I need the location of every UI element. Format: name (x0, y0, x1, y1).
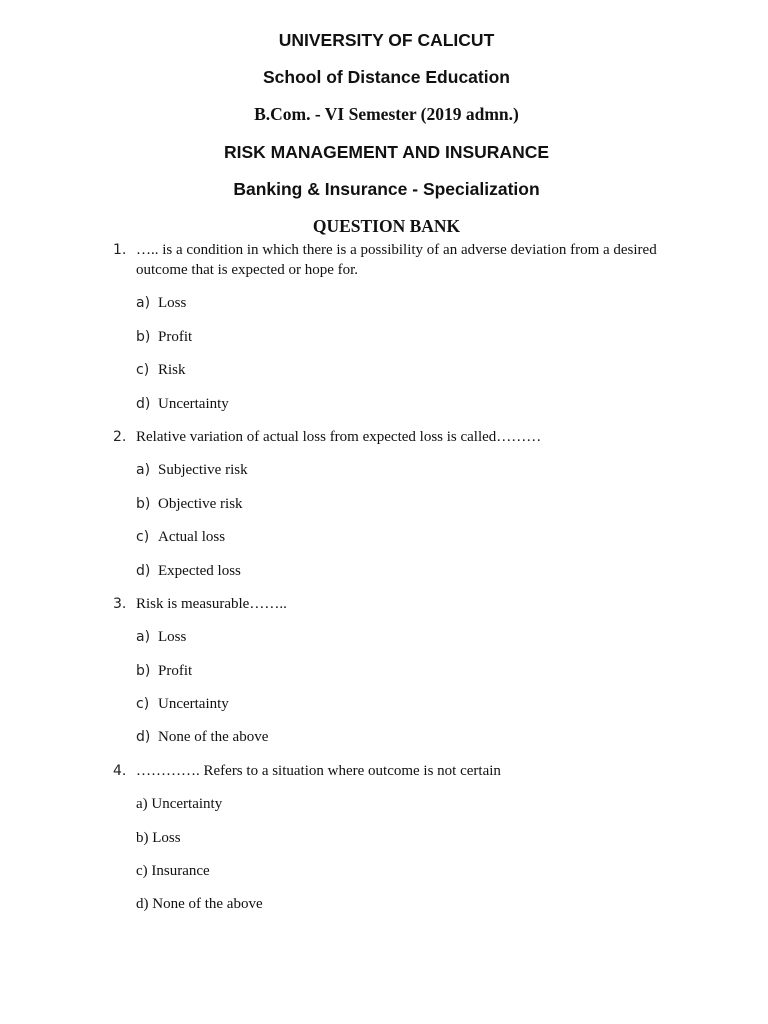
option-text: Profit (158, 328, 193, 345)
course-semester: B.Com. - VI Semester (2019 admn.) (254, 104, 519, 125)
option-d (0, 727, 768, 747)
option-b (0, 327, 768, 347)
option-label: b) (136, 328, 151, 345)
option-a (0, 627, 768, 647)
question-1 (0, 240, 768, 414)
option-text: Loss (152, 829, 181, 846)
option-label: c) (136, 696, 150, 713)
option-label: a) (136, 796, 148, 813)
option-text: Uncertainty (151, 796, 223, 813)
option-text: Profit (158, 662, 193, 679)
question-stem (0, 594, 768, 614)
option-label: b) (136, 829, 149, 846)
option-b (0, 661, 768, 681)
question-number: 3. (113, 595, 127, 612)
option-text: Loss (158, 295, 187, 312)
university-name: UNIVERSITY OF CALICUT (278, 30, 495, 50)
option-label: b) (136, 495, 151, 512)
option-c (0, 694, 768, 714)
option-label: a) (136, 629, 151, 646)
option-d (0, 394, 768, 414)
option-text: Uncertainty (158, 395, 229, 412)
question-4 (0, 761, 768, 915)
question-2 (0, 427, 768, 581)
question-stem (0, 761, 768, 781)
question-3 (0, 594, 768, 748)
option-label: d) (136, 395, 151, 412)
paper-title: RISK MANAGEMENT AND INSURANCE (223, 141, 550, 162)
option-label: c) (136, 362, 150, 379)
option-text: None of the above (158, 729, 269, 746)
document-title: QUESTION BANK (312, 215, 461, 236)
option-b (0, 828, 768, 848)
option-label: d) (136, 896, 149, 913)
option-label: d) (136, 729, 151, 746)
question-text: Relative variation of actual loss from expected loss is called……… (136, 428, 542, 445)
question-text: ….. is a condition in which there is a possibility of an adverse deviation from a desired outcome that is expected or hope for. (136, 242, 657, 278)
option-label: c) (136, 863, 148, 880)
option-text: Risk (158, 362, 186, 379)
option-text: Objective risk (158, 495, 243, 512)
question-stem (0, 427, 768, 447)
option-label: b) (136, 662, 151, 679)
option-a (0, 794, 768, 814)
option-d (0, 894, 768, 914)
option-b (0, 494, 768, 514)
option-text: Expected loss (158, 562, 241, 579)
option-label: a) (136, 462, 151, 479)
document-header (0, 22, 768, 245)
option-text: Uncertainty (158, 696, 229, 713)
question-number: 2. (113, 428, 127, 445)
option-text: Insurance (151, 863, 210, 880)
specialization: Banking & Insurance - Specialization (233, 178, 540, 199)
option-label: a) (136, 295, 151, 312)
question-text: Risk is measurable…….. (136, 595, 287, 612)
question-text: …………. Refers to a situation where outcome is not certain (136, 762, 501, 779)
question-number: 1. (113, 242, 127, 258)
option-c (0, 861, 768, 881)
option-label: c) (136, 529, 150, 546)
option-text: Actual loss (158, 529, 226, 546)
question-list (0, 240, 768, 928)
option-text: Loss (158, 629, 187, 646)
school-name: School of Distance Education (263, 67, 510, 88)
question-stem (0, 240, 768, 280)
option-d (0, 561, 768, 581)
option-a (0, 460, 768, 480)
option-c (0, 360, 768, 380)
option-text: None of the above (152, 896, 263, 913)
option-label: d) (136, 562, 151, 579)
option-a (0, 293, 768, 313)
question-number: 4. (113, 762, 127, 779)
option-c (0, 527, 768, 547)
option-text: Subjective risk (158, 462, 248, 479)
